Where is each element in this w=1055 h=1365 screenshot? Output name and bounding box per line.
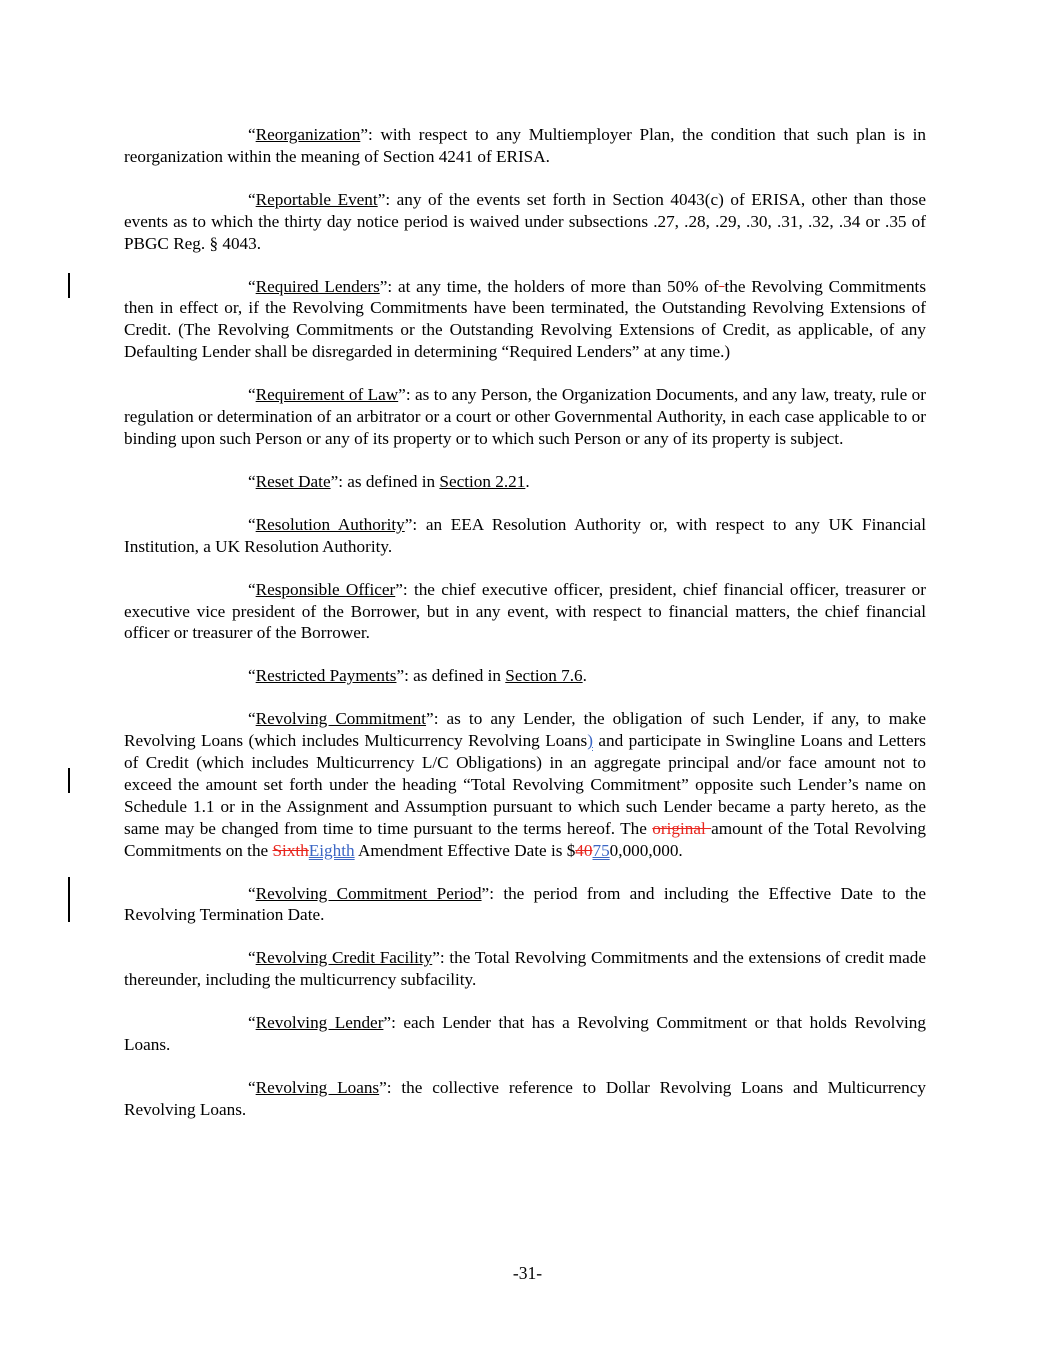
defined-term: Reportable Event [255, 189, 378, 209]
definition-revolving-credit-facility [124, 947, 926, 991]
close-quote: ” [330, 471, 339, 491]
open-quote: “ [248, 276, 256, 296]
definition-text: and participate in Swingline Loans and Letters of Credit (which includes Multicurrency L/C Obligations) in an aggregate principal and/or face amount not to exceed the amount set forth under the heading “Total Revolving Commitment” opposite such Lender’s name on Schedule 1.1 or in the Assignment and Assumption pursuant to which such Lender became a party hereto, as the same may be changed from time to time pursuant to the terms hereof. The [124, 731, 926, 838]
close-quote: ” [426, 709, 434, 729]
open-quote: “ [248, 471, 256, 491]
definition-text: Amendment Effective Date is $ [354, 840, 576, 860]
defined-term: Reset Date [255, 471, 331, 491]
close-quote: ” [379, 1078, 387, 1097]
definition-revolving-commitment [124, 708, 926, 861]
deleted-text: Sixth [272, 840, 309, 860]
defined-term: Revolving Lender [255, 1013, 384, 1033]
defined-term: Required Lenders [255, 276, 380, 296]
change-bar-required-lenders [68, 273, 70, 298]
defined-term: Resolution Authority [255, 514, 405, 534]
definition-reorganization [124, 124, 926, 168]
close-quote: ” [383, 1013, 392, 1033]
definition-text: : each Lender that has a Revolving Commitment or that holds Revolving Loans. [124, 1013, 926, 1055]
definition-text: : as to any Lender, the obligation of such Lender, if any, to make Revolving Loans (which includes Multicurrency Revolving Loans [124, 709, 927, 751]
open-quote: “ [248, 579, 256, 599]
close-quote: ” [396, 666, 405, 686]
section-reference: Section 2.21 [439, 471, 526, 491]
open-quote: “ [248, 948, 256, 968]
definitions-list [124, 124, 926, 1142]
close-quote: ” [398, 385, 406, 405]
definition-revolving-lender [124, 1012, 926, 1056]
change-bar-revolving-commitment-1 [68, 768, 70, 793]
definition-revolving-commitment-period [124, 883, 926, 927]
close-quote: ” [379, 276, 388, 296]
close-quote: ” [377, 189, 386, 209]
definition-reportable-event [124, 189, 926, 255]
open-quote: “ [248, 125, 256, 144]
open-quote: “ [248, 189, 256, 209]
definition-required-lenders [124, 276, 926, 364]
definition-revolving-loans [124, 1077, 926, 1121]
open-quote: “ [248, 385, 256, 405]
definition-requirement-of-law [124, 384, 926, 450]
definition-text: amount of the Total Revolving Commitments on the [124, 818, 926, 860]
defined-term: Responsible Officer [255, 579, 396, 599]
definition-reset-date [124, 471, 926, 493]
definition-text: : as to any Person, the Organization Documents, and any law, treaty, rule or regulation or determination of an arbitrator or a court or other Governmental Authority, in each case applicable to or binding upon such Person or any of its property or to which such Person or any of its property is subject. [124, 385, 926, 448]
inserted-text: ) [587, 731, 593, 751]
definition-text: : the collective reference to Dollar Revolving Loans and Multicurrency Revolving Loans. [124, 1078, 926, 1119]
definition-text: : the period from and including the Effective Date to the Revolving Termination Date. [124, 883, 926, 925]
inserted-text: Eighth [308, 840, 355, 860]
definition-text: the Revolving Commitments then in effect or, if the Revolving Commitments have been terminated, the Outstanding Revolving Extensions of Credit. (The Revolving Commitments or the Outstanding Revolving Extensions of Credit, as applicable, of any Defaulting Lender shall be disregarded in determining “Required Lenders” at any time.) [124, 276, 927, 362]
definition-text: : any of the events set forth in Section 4043(c) of ERISA, other than those events as to which the thirty day notice period is waived under subsections .27, .28, .29, .30, .31, .32, .34 or .35 of PBGC Reg. § 4043. [124, 189, 927, 253]
defined-term: Reorganization [255, 125, 361, 144]
definition-text: : at any time, the holders of more than 50% of [387, 276, 719, 296]
definition-text: : as defined in [404, 666, 506, 686]
inserted-text: 75 [592, 840, 610, 860]
definition-text: : the chief executive officer, president, chief financial officer, treasurer or executive vice president of the Borrower, but in any event, with respect to financial matters, the chief financial officer or treasurer of the Borrower. [124, 579, 926, 643]
close-quote: ” [432, 948, 440, 968]
open-quote: “ [248, 709, 256, 729]
definition-text: 0,000,000. [609, 840, 683, 860]
page-number: -31- [512, 1263, 543, 1283]
deleted-text: 40 [575, 840, 593, 860]
definition-responsible-officer [124, 579, 926, 645]
defined-term: Requirement of Law [255, 385, 399, 405]
close-quote: ” [360, 125, 368, 144]
definition-text: : as defined in [338, 471, 440, 491]
definition-restricted-payments [124, 665, 926, 687]
defined-term: Revolving Commitment [255, 709, 427, 729]
defined-term: Revolving Credit Facility [255, 948, 433, 968]
defined-term: Restricted Payments [255, 666, 397, 686]
close-quote: ” [481, 883, 490, 903]
defined-term: Revolving Loans [255, 1078, 380, 1097]
definition-text: : an EEA Resolution Authority or, with respect to any UK Financial Institution, a UK Resolution Authority. [124, 514, 926, 556]
change-bar-revolving-commitment-2 [68, 877, 70, 922]
deleted-text: original [652, 818, 712, 838]
open-quote: “ [248, 883, 256, 903]
definition-text-end: . [582, 666, 587, 686]
close-quote: ” [395, 579, 403, 599]
section-reference: Section 7.6 [505, 666, 583, 686]
defined-term: Revolving Commitment Period [255, 883, 482, 903]
definition-resolution-authority [124, 514, 926, 558]
open-quote: “ [248, 1078, 256, 1097]
close-quote: ” [404, 514, 413, 534]
open-quote: “ [248, 514, 256, 534]
open-quote: “ [248, 1013, 256, 1033]
definition-text-end: . [525, 471, 530, 491]
definition-text: : with respect to any Multiemployer Plan, the condition that such plan is in reorganization within the meaning of Section 4241 of ERISA. [124, 125, 926, 166]
definition-text: : the Total Revolving Commitments and the extensions of credit made thereunder, including the multicurrency subfacility. [124, 948, 926, 990]
open-quote: “ [248, 666, 256, 686]
